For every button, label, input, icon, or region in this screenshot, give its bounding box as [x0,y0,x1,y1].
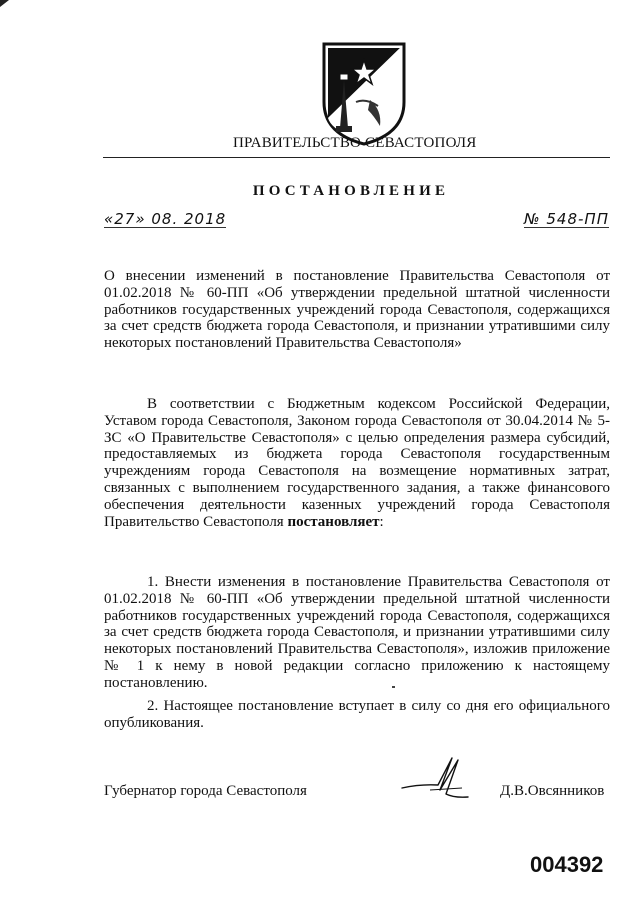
document-number [524,212,609,229]
item-1: 1. Внести изменения в постановление Правительства Севастополя от 01.02.2018 № 60-ПП «Об утверждении предельной штатной численности работников государственных учреждений города Севастополя, содержащихся за счет средств бюджета города Севастополя, и признании утратившими силу некоторых постановлений Правительства Севастополя», изложив приложение № 1 к нему в новой редакции согласно приложению к настоящему постановлению. [104,574,610,691]
header-divider [103,157,610,158]
stray-mark [392,686,395,688]
serial-number: 004392 [530,852,604,877]
preamble [104,396,610,530]
signatory-name: Д.В.Овсянников [500,783,605,799]
preamble-tail: : [379,513,384,530]
number-value: № 548-ПП [524,210,609,228]
date-value: «27» 08. 2018 [104,210,227,228]
document-date [104,212,226,229]
government-title: ПРАВИТЕЛЬСТВО СЕВАСТОПОЛЯ [233,135,477,151]
document-subject: О внесении изменений в постановление Правительства Севастополя от 01.02.2018 № 60-ПП «Об утверждении предельной штатной численности работников государственных учреждений города Севастополя, содержащихся за счет средств бюджета города Севастополя, и признании утратившими силу некоторых постановлений Правительства Севастополя» [104,268,610,352]
preamble-text: В соответствии с Бюджетным кодексом Российской Федерации, Уставом города Севастополя, Законом города Севастополя от 30.04.2014 № 5-ЗС «О Правительстве Севастополя» с целью определения размера субсидий, предоставляемых из бюджета города Севастополя государственным учреждениям города Севастополя на возмещение нормативных затрат, связанных с выполнением государственного задания, а также финансового обеспечения деятельности казенных учреждений города Севастополя Правительство Севастополя [104,396,610,530]
corner-mark [0,0,10,8]
document-type: ПОСТАНОВЛЕНИЕ [252,183,450,199]
item-2: 2. Настоящее постановление вступает в силу со дня его официального опубликования. [104,698,610,731]
sevastopol-coat-of-arms-icon [320,40,408,148]
signatory-title: Губернатор города Севастополя [104,783,307,799]
handwritten-signature [400,754,470,804]
preamble-verb: постановляет [287,513,380,530]
